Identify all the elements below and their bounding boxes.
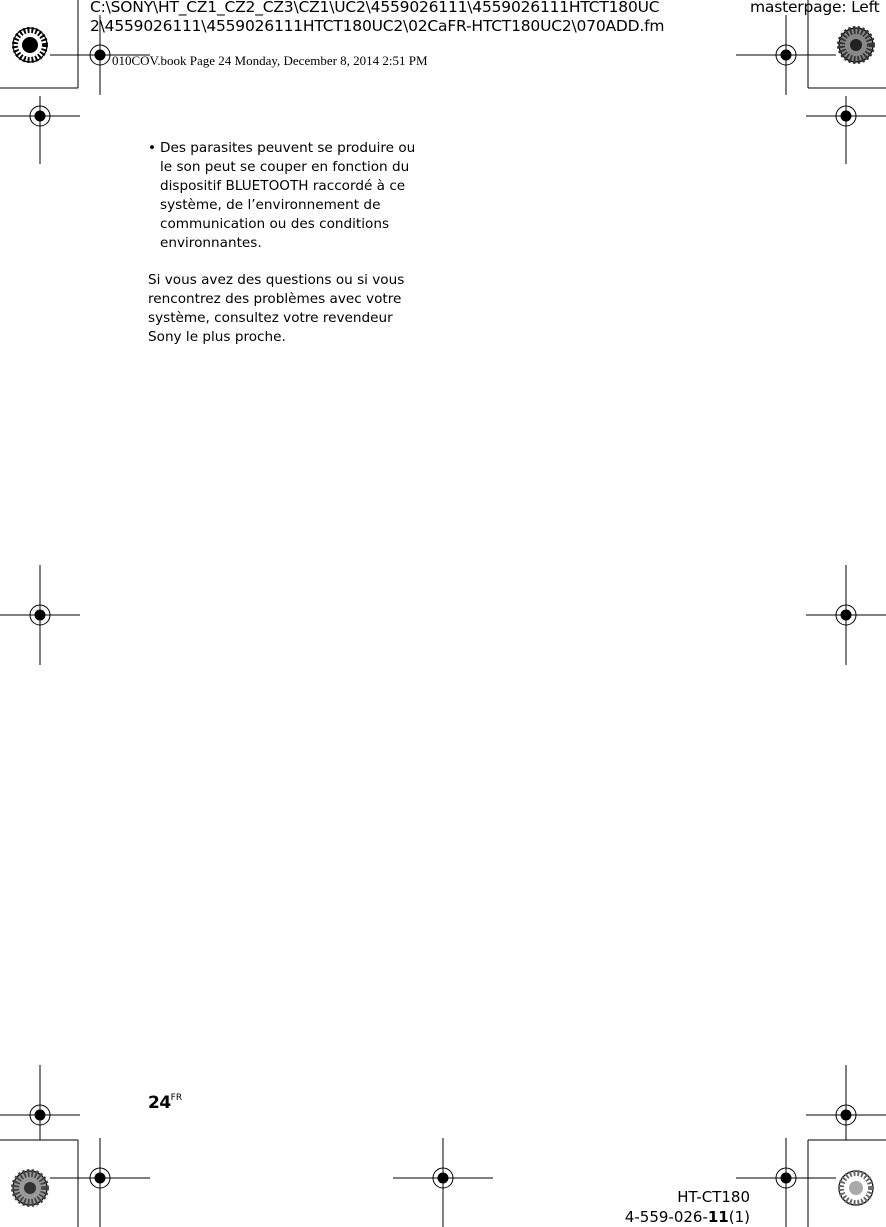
color-target-top-right <box>839 28 873 62</box>
file-path-line-2: 2\4559026111\4559026111HTCT180UC2\02CaFR-HTCT180UC2\070ADD.fm <box>90 17 665 35</box>
part-number-suffix: (1) <box>728 1208 750 1226</box>
part-number-prefix: 4-559-026- <box>624 1208 708 1226</box>
page-number-value: 24 <box>148 1093 171 1113</box>
paragraph-line: rencontrez des problèmes avec votre <box>148 291 402 307</box>
color-target-bottom-right <box>839 1171 873 1205</box>
page-number <box>148 1093 182 1113</box>
bullet-line: le son peut se couper en fonction du <box>160 159 410 175</box>
paragraph-line: Sony le plus proche. <box>148 329 286 345</box>
bullet-item <box>148 139 448 253</box>
book-info-line: 010COV.book Page 24 Monday, December 8, 2014 2:51 PM <box>112 53 428 68</box>
contact-paragraph <box>148 271 448 347</box>
bullet-line: environnantes. <box>160 235 262 251</box>
bullet-line: dispositif BLUETOOTH raccordé à ce <box>160 178 406 194</box>
color-target-top-left <box>13 28 47 62</box>
bullet-symbol: • <box>148 140 157 156</box>
file-path-line-1: C:\SONY\HT_CZ1_CZ2_CZ3\CZ1\UC2\4559026111\4559026111HTCT180UC <box>90 0 660 16</box>
paragraph-line: système, consultez votre revendeur <box>148 310 393 326</box>
model-number: HT-CT180 <box>677 1188 750 1206</box>
bullet-line: communication ou des conditions <box>160 216 390 232</box>
file-path-header <box>90 0 880 36</box>
main-text-column <box>148 139 448 347</box>
masterpage-label: masterpage: Left <box>750 0 880 16</box>
page-language-suffix: FR <box>170 1093 183 1103</box>
model-info <box>625 1187 750 1227</box>
part-number <box>625 1207 750 1227</box>
bullet-line: système, de l’environnement de <box>160 197 381 213</box>
part-number-bold: 11 <box>707 1208 729 1226</box>
paragraph-line: Si vous avez des questions ou si vous <box>148 272 405 288</box>
color-target-bottom-left <box>13 1171 47 1205</box>
bullet-line: Des parasites peuvent se produire ou <box>160 140 416 156</box>
